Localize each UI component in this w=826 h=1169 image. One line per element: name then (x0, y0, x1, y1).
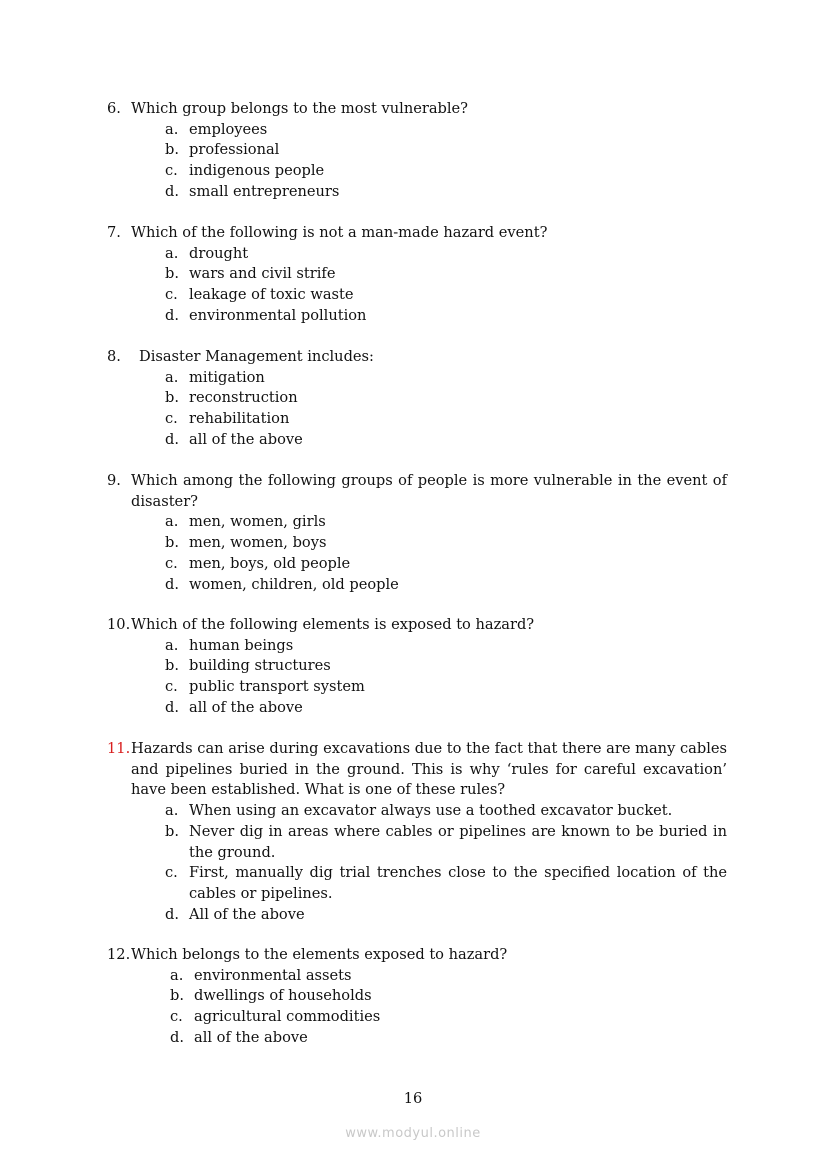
option-b (107, 533, 727, 554)
option-text: All of the above (189, 905, 305, 923)
question-8 (107, 347, 727, 451)
option-list (107, 120, 727, 203)
option-a (107, 966, 727, 987)
option-a (107, 120, 727, 141)
option-letter: c. (165, 864, 178, 882)
option-b (107, 140, 727, 161)
option-list (107, 244, 727, 327)
option-letter: c. (165, 678, 178, 696)
option-text: reconstruction (189, 389, 298, 407)
option-c (107, 409, 727, 430)
option-b (107, 986, 727, 1007)
page-number: 16 (403, 1090, 423, 1107)
question-text: Which group belongs to the most vulnerable? (131, 100, 469, 117)
question-number: 8. (107, 348, 121, 365)
question-number: 7. (107, 224, 121, 241)
option-text: wars and civil strife (189, 265, 336, 283)
option-letter: b. (165, 265, 179, 283)
option-text: When using an excavator always use a toothed excavator bucket. (189, 802, 673, 820)
option-letter: a. (165, 636, 179, 654)
option-c (107, 285, 727, 306)
question-number: 11. (107, 740, 131, 757)
question-number: 6. (107, 100, 121, 117)
option-letter: b. (165, 141, 179, 159)
option-letter: b. (170, 987, 184, 1005)
option-d (107, 698, 727, 719)
option-text: employees (189, 120, 268, 138)
option-letter: d. (165, 182, 179, 200)
question-number: 9. (107, 472, 121, 489)
option-b (107, 388, 727, 409)
question-text: Which among the following groups of people is more vulnerable in the event of disaster? (131, 472, 727, 510)
option-letter: b. (165, 822, 179, 840)
option-text: drought (189, 244, 249, 262)
option-letter: c. (165, 162, 178, 180)
option-letter: c. (170, 1008, 183, 1026)
question-text: Which of the following elements is exposed to hazard? (131, 616, 535, 633)
option-letter: d. (165, 698, 179, 716)
option-a (107, 801, 727, 822)
option-letter: d. (165, 430, 179, 448)
question-stem (107, 99, 727, 120)
option-letter: b. (165, 389, 179, 407)
option-letter: b. (165, 657, 179, 675)
option-text: all of the above (189, 698, 303, 716)
option-text: Never dig in areas where cables or pipelines are known to be buried in the ground. (189, 822, 727, 861)
option-a (107, 244, 727, 265)
option-list (107, 636, 727, 719)
option-text: rehabilitation (189, 410, 290, 428)
question-number: 12. (107, 946, 131, 963)
question-stem (107, 739, 727, 801)
option-letter: a. (165, 802, 179, 820)
watermark: www.modyul.online (345, 1126, 481, 1141)
option-d (107, 182, 727, 203)
question-stem (107, 615, 727, 636)
option-d (107, 1028, 727, 1049)
option-letter: c. (165, 410, 178, 428)
option-text: indigenous people (189, 162, 325, 180)
option-letter: a. (165, 513, 179, 531)
question-6 (107, 99, 727, 203)
option-b (107, 264, 727, 285)
option-letter: c. (165, 554, 178, 572)
option-text: all of the above (194, 1028, 308, 1046)
option-text: mitigation (189, 368, 265, 386)
question-12 (107, 945, 727, 1049)
option-text: women, children, old people (189, 575, 399, 593)
option-text: professional (189, 141, 280, 159)
option-text: men, women, boys (189, 534, 327, 552)
option-text: all of the above (189, 430, 303, 448)
option-text: men, women, girls (189, 513, 326, 531)
option-b (107, 656, 727, 677)
option-c (107, 863, 727, 904)
option-a (107, 636, 727, 657)
option-text: human beings (189, 636, 294, 654)
option-letter: d. (165, 306, 179, 324)
option-c (107, 161, 727, 182)
option-a (107, 512, 727, 533)
option-b (107, 822, 727, 863)
option-list (107, 966, 727, 1049)
question-text: Which belongs to the elements exposed to hazard? (131, 946, 508, 963)
question-7 (107, 223, 727, 327)
question-text: Hazards can arise during excavations due to the fact that there are many cables and pipelines buried in the ground. This is why ‘rules for careful excavation’ have been established. What is one of these rules? (131, 740, 727, 799)
option-letter: d. (165, 575, 179, 593)
option-text: First, manually dig trial trenches close to the specified location of the cables or pipelines. (189, 864, 727, 902)
option-text: dwellings of households (194, 987, 372, 1005)
option-text: agricultural commodities (194, 1008, 381, 1026)
option-d (107, 430, 727, 451)
question-10 (107, 615, 727, 719)
option-c (107, 554, 727, 575)
question-stem (107, 347, 727, 368)
option-a (107, 368, 727, 389)
option-text: men, boys, old people (189, 554, 351, 572)
option-text: environmental assets (194, 966, 352, 984)
option-list (107, 801, 727, 925)
option-c (107, 1007, 727, 1028)
question-stem (107, 471, 727, 512)
option-c (107, 677, 727, 698)
option-d (107, 306, 727, 327)
option-letter: a. (170, 966, 184, 984)
question-stem (107, 223, 727, 244)
option-letter: a. (165, 368, 179, 386)
option-list (107, 368, 727, 451)
option-text: public transport system (189, 678, 365, 696)
question-stem (107, 945, 727, 966)
option-letter: a. (165, 120, 179, 138)
question-11 (107, 739, 727, 925)
option-d (107, 575, 727, 596)
option-text: small entrepreneurs (189, 182, 340, 200)
option-letter: b. (165, 534, 179, 552)
question-number: 10. (107, 616, 131, 633)
option-text: leakage of toxic waste (189, 286, 354, 304)
question-9 (107, 471, 727, 595)
question-text: Which of the following is not a man-made hazard event? (131, 224, 548, 241)
option-letter: d. (165, 905, 179, 923)
question-text: Disaster Management includes: (139, 348, 374, 365)
option-letter: c. (165, 286, 178, 304)
option-text: building structures (189, 657, 331, 675)
option-letter: d. (170, 1028, 184, 1046)
option-list (107, 512, 727, 595)
option-text: environmental pollution (189, 306, 367, 324)
option-letter: a. (165, 244, 179, 262)
option-d (107, 905, 727, 926)
